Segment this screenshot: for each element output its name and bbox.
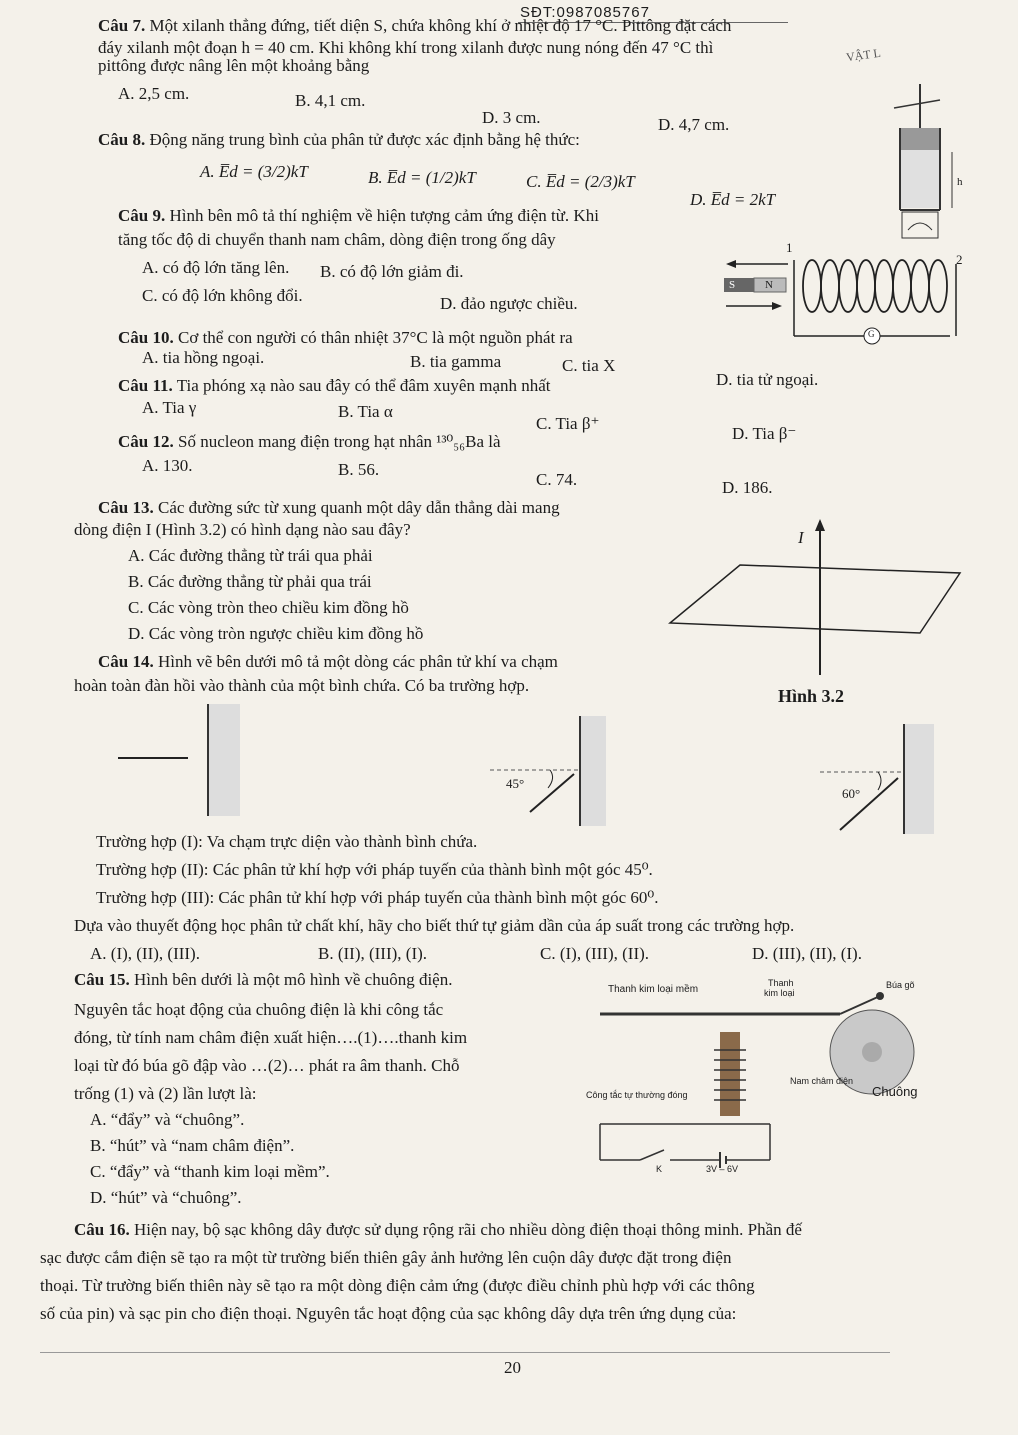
q13-option-a[interactable]: A. Các đường thẳng từ trái qua phải [128,546,373,565]
q15-option-d[interactable]: D. “hút” và “chuông”. [90,1188,242,1207]
q14-option-d[interactable]: D. (III), (II), (I). [752,944,862,963]
q15-line4: loại từ đó búa gõ đập vào …(2)… phát ra âm thanh. Chỗ [74,1056,460,1075]
q12-option-a[interactable]: A. 130. [142,456,193,475]
q12-option-d[interactable]: D. 186. [722,478,773,497]
q8-option-c[interactable]: C. E̅d = (2/3)kT [526,172,635,191]
q13-fig-current: I [798,528,804,547]
q7-line2: đáy xilanh một đoạn h = 40 cm. Khi không khí trong xilanh được nung nóng đến 47 °C thì [98,38,714,57]
q7-line3: pittông được nâng lên một khoảng bằng [98,56,370,75]
q9-option-a[interactable]: A. có độ lớn tăng lên. [142,258,290,277]
q8-option-a[interactable]: A. E̅d = (3/2)kT [200,162,308,181]
q16-line2: sạc được cắm điện sẽ tạo ra một từ trường biến thiên gây ảnh hưởng lên cuộn dây được đặt trong điện [40,1248,732,1267]
q15-fig-switch: Công tắc tự thường đóng [586,1090,688,1100]
q14-case2: Trường hợp (II): Các phân tử khí hợp với pháp tuyến của thành bình một góc 45⁰. [96,860,653,879]
page-number: 20 [504,1358,521,1377]
q15-fig-key: K [656,1164,663,1174]
q15-option-b[interactable]: B. “hút” và “nam châm điện”. [90,1136,295,1155]
case3-figure [820,720,940,840]
case1-figure [110,700,250,820]
q14-option-a[interactable]: A. (I), (II), (III). [90,944,200,963]
q15-line2: Nguyên tắc hoạt động của chuông điện là khi công tắc [74,1000,444,1019]
q7-option-c[interactable]: D. 3 cm. [482,108,541,127]
coil-figure [720,240,970,350]
q13-option-d[interactable]: D. Các vòng tròn ngược chiều kim đồng hồ [128,624,424,643]
q14-case3: Trường hợp (III): Các phân tử khí hợp với pháp tuyến của thành bình một góc 60⁰. [96,888,659,907]
q10-stem: Câu 10. Cơ thể con người có thân nhiệt 37°C là một nguồn phát ra [118,328,573,347]
q8-stem: Câu 8. Động năng trung bình của phân tử được xác định bằng hệ thức: [98,130,580,149]
q16-line1: Câu 16. Hiện nay, bộ sạc không dây được sử dụng rộng rãi cho nhiều dòng điện thoại thông minh. Phần đế [74,1220,802,1239]
q11-option-c[interactable]: C. Tia β⁺ [536,414,600,433]
q15-line1: Câu 15. Hình bên dưới là một mô hình về chuông điện. [74,970,453,989]
q9-line1: Câu 9. Hình bên mô tả thí nghiệm về hiện tượng cảm ứng điện từ. Khi [118,206,599,225]
q16-line4: số của pin) và sạc pin cho điện thoại. Nguyên tắc hoạt động của sạc không dây dựa trên ứng dụng của: [40,1304,737,1323]
q15-fig-hammer: Búa gõ [886,980,915,990]
q13-line2: dòng điện I (Hình 3.2) có hình dạng nào sau đây? [74,520,411,539]
q14-line2: hoàn toàn đàn hồi vào thành của một bình chứa. Có ba trường hợp. [74,676,530,695]
q13-fig-caption: Hình 3.2 [778,686,845,706]
wire-figure [670,515,970,675]
q15-fig-voltage: 3V – 6V [706,1164,739,1174]
q14-case1: Trường hợp (I): Va chạm trực diện vào thành bình chứa. [96,832,478,851]
q9-option-b[interactable]: B. có độ lớn giảm đi. [320,262,464,281]
q16-line3: thoại. Từ trường biến thiên này sẽ tạo ra một dòng điện cảm ứng (được điều chỉnh phù hợp với các thông [40,1276,755,1295]
q11-option-b[interactable]: B. Tia α [338,402,393,421]
q12-stem: Câu 12. Số nucleon mang điện trong hạt nhân ¹³⁰₅₆Ba là [118,432,501,451]
q13-option-c[interactable]: C. Các vòng tròn theo chiều kim đồng hồ [128,598,409,617]
q7-fig-h: h [957,176,963,188]
q15-line5: trống (1) và (2) lần lượt là: [74,1084,257,1103]
q12-option-b[interactable]: B. 56. [338,460,380,479]
q15-option-a[interactable]: A. “đẩy” và “chuông”. [90,1110,245,1129]
q10-option-b[interactable]: B. tia gamma [410,352,502,371]
q8-option-d[interactable]: D. E̅d = 2kT [690,190,776,209]
q13-option-b[interactable]: B. Các đường thẳng từ phải qua trái [128,572,372,591]
q7-line1: Câu 7. Một xilanh thẳng đứng, tiết diện S, chứa không khí ở nhiệt độ 17 °C. Pittông đặt cách [98,16,732,35]
q10-option-c[interactable]: C. tia X [562,356,616,375]
q15-fig-metal-bar-2: kim loại [764,988,795,998]
q15-fig-soft-bar: Thanh kim loại mềm [608,984,699,995]
q7-option-a[interactable]: A. 2,5 cm. [118,84,190,103]
q9-fig-s: S [729,279,736,291]
bell-figure [580,990,940,1170]
q14-line1: Câu 14. Hình vẽ bên dưới mô tả một dòng các phân tử khí va chạm [98,652,558,671]
q15-fig-metal-bar-1: Thanh [768,978,794,988]
q7-option-d[interactable]: D. 4,7 cm. [658,115,730,134]
cylinder-figure [880,80,1010,250]
corner-tag: VẬT L [845,45,882,65]
q14-angle1: 45° [506,776,525,791]
q7-option-b[interactable]: B. 4,1 cm. [295,91,366,110]
q15-fig-bell: Chuông [872,1084,918,1099]
q12-option-c[interactable]: C. 74. [536,470,578,489]
q10-option-d[interactable]: D. tia tử ngoại. [716,370,819,389]
q9-option-c[interactable]: C. có độ lớn không đổi. [142,286,303,305]
q15-fig-electromagnet: Nam châm điện [790,1076,854,1086]
q9-fig-end1: 1 [786,240,793,255]
q10-option-a[interactable]: A. tia hồng ngoại. [142,348,265,367]
q9-fig-n: N [765,279,773,291]
q11-option-a[interactable]: A. Tia γ [142,398,197,417]
header-phone: SĐT:0987085767 [520,4,650,21]
case2-figure [470,712,620,832]
q11-option-d[interactable]: D. Tia β⁻ [732,424,797,443]
q13-line1: Câu 13. Các đường sức từ xung quanh một dây dẫn thẳng dài mang [98,498,560,517]
q9-line2: tăng tốc độ di chuyển thanh nam châm, dòng điện trong ống dây [118,230,556,249]
q14-option-b[interactable]: B. (II), (III), (I). [318,944,428,963]
q9-option-d[interactable]: D. đảo ngược chiều. [440,294,578,313]
q11-stem: Câu 11. Tia phóng xạ nào sau đây có thể đâm xuyên mạnh nhất [118,376,551,395]
q14-angle2: 60° [842,786,861,801]
q15-line3: đóng, từ tính nam châm điện xuất hiện….(1)….thanh kim [74,1028,468,1047]
q8-option-b[interactable]: B. E̅d = (1/2)kT [368,168,476,187]
q14-option-c[interactable]: C. (I), (III), (II). [540,944,650,963]
q15-option-c[interactable]: C. “đẩy” và “thanh kim loại mềm”. [90,1162,330,1181]
q9-fig-end2: 2 [956,252,963,267]
q14-question: Dựa vào thuyết động học phân tử chất khí, hãy cho biết thứ tự giảm dần của áp suất trong các trường hợp. [74,916,795,935]
q9-fig-meter: G [868,329,875,339]
